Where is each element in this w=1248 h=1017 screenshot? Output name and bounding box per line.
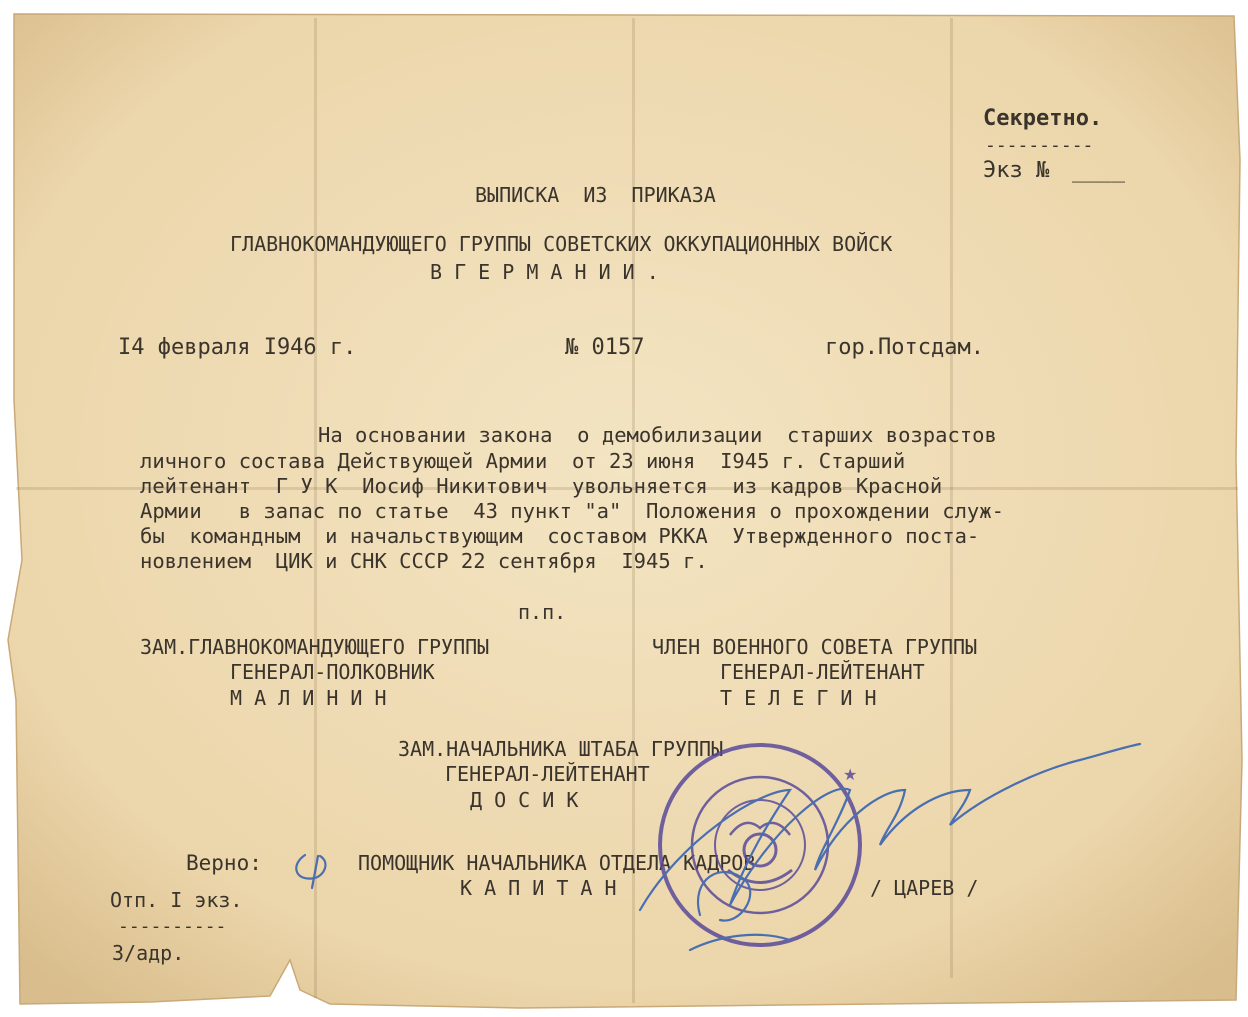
right-signatory-position: ЧЛЕН ВОЕННОГО СОВЕТА ГРУППЫ: [652, 635, 978, 659]
body-line: На основании закона о демобилизации старших возрастов: [318, 423, 997, 447]
order-number: № 0157: [565, 335, 645, 360]
body-line: новлением ЦИК и СНК СССР 22 сентября I945 г.: [140, 549, 708, 573]
body-line: Армии в запас по статье 43 пункт "а" Положения о прохождении служ-: [140, 499, 1004, 523]
body-line: личного состава Действующей Армии от 23 июня I945 г. Старший: [140, 449, 906, 473]
fold-line-vertical: [950, 18, 953, 978]
secrecy-underline: ----------: [985, 135, 1094, 156]
left-signatory-name: М А Л И Н И Н: [230, 686, 387, 710]
svg-text:★: ★: [843, 765, 858, 784]
destination-note: 3/адр.: [112, 941, 185, 965]
left-signatory-position: ЗАМ.ГЛАВНОКОМАНДУЮЩЕГО ГРУППЫ: [140, 635, 490, 659]
right-signatory-rank: ГЕНЕРАЛ-ЛЕЙТЕНАНТ: [720, 660, 925, 684]
left-signatory-rank: ГЕНЕРАЛ-ПОЛКОВНИК: [230, 660, 435, 684]
body-line: бы командным и начальствующим составом РККА Утвержденного поста-: [140, 524, 980, 548]
copies-note: Отп. I экз.: [110, 888, 243, 912]
certifier-position: ПОМОЩНИК НАЧАЛЬНИКА ОТДЕЛА КАДРОВ: [358, 851, 756, 875]
certifier-name: / ЦАРЕВ /: [870, 876, 979, 900]
copies-dashes: ----------: [118, 916, 227, 937]
order-place: гор.Потсдам.: [825, 335, 984, 360]
verno-label: Верно:: [186, 851, 262, 875]
right-signatory-name: Т Е Л Е Г И Н: [720, 686, 877, 710]
document-subtitle: ГЛАВНОКОМАНДУЮЩЕГО ГРУППЫ СОВЕТСКИХ ОККУПАЦИОННЫХ ВОЙСК: [230, 232, 893, 256]
center-signatory-rank: ГЕНЕРАЛ-ЛЕЙТЕНАНТ: [445, 762, 650, 786]
copy-number-blank: ____: [1072, 158, 1125, 183]
center-signatory-name: Д О С И К: [470, 788, 579, 812]
order-date: I4 февраля I946 г.: [118, 335, 357, 360]
center-signatory-position: ЗАМ.НАЧАЛЬНИКА ШТАБА ГРУППЫ: [398, 737, 724, 761]
document-title: ВЫПИСКА ИЗ ПРИКАЗА: [475, 183, 716, 207]
certifier-rank: К А П И Т А Н: [460, 876, 617, 900]
copy-number-label: Экз №: [983, 158, 1050, 183]
body-line: лейтенант Г У К Иосиф Никитович увольняется из кадров Красной: [140, 474, 943, 498]
document-subtitle-country: В Г Е Р М А Н И И .: [430, 260, 659, 284]
pp-mark: п.п.: [518, 600, 567, 624]
secrecy-label: Секретно.: [983, 106, 1103, 131]
